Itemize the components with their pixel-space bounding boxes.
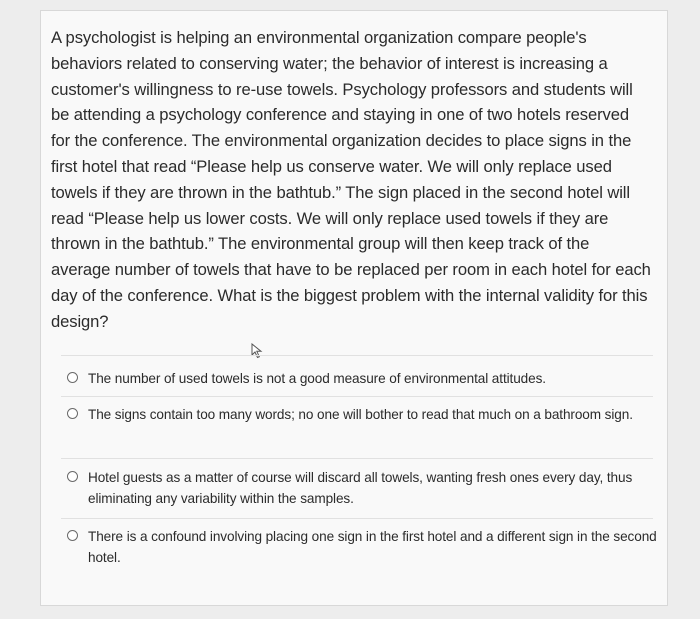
answer-option-label: There is a confound involving placing one sign in the first hotel and a different sign in the second hotel.	[88, 529, 657, 565]
radio-unselected-icon[interactable]	[67, 530, 78, 541]
answer-option-1[interactable]	[67, 368, 657, 389]
answer-option-label: Hotel guests as a matter of course will discard all towels, wanting fresh ones every day, thus eliminating any variability within the samples.	[88, 470, 633, 506]
divider	[61, 396, 653, 397]
radio-unselected-icon[interactable]	[67, 471, 78, 482]
divider	[61, 355, 653, 356]
question-card	[40, 10, 668, 606]
answer-option-label: The number of used towels is not a good measure of environmental attitudes.	[88, 371, 546, 386]
radio-unselected-icon[interactable]	[67, 408, 78, 419]
question-text: A psychologist is helping an environmental organization compare people's behaviors related to conserving water; the behavior of interest is increasing a customer's willingness to re-use towels. Psychology professors and students will be attending a psychology conference and staying in one of two hotels reserved for the conference. The environmental organization decides to place signs in the first hotel that read “Please help us conserve water. We will only replace used towels if they are thrown in the bathtub.” The sign placed in the second hotel will read “Please help us lower costs. We will only replace used towels if they are thrown in the bathtub.” The environmental group will then keep track of the average number of towels that have to be replaced per room in each hotel for each day of the conference. What is the biggest problem with the internal validity for this design?	[51, 28, 651, 331]
divider	[61, 518, 653, 519]
answer-option-3[interactable]	[67, 467, 657, 509]
answer-option-2[interactable]	[67, 404, 657, 425]
mouse-pointer-icon	[251, 343, 265, 359]
answer-option-4[interactable]	[67, 526, 657, 568]
radio-unselected-icon[interactable]	[67, 372, 78, 383]
answer-option-label: The signs contain too many words; no one will bother to read that much on a bathroom sign.	[88, 407, 633, 422]
divider	[61, 458, 653, 459]
